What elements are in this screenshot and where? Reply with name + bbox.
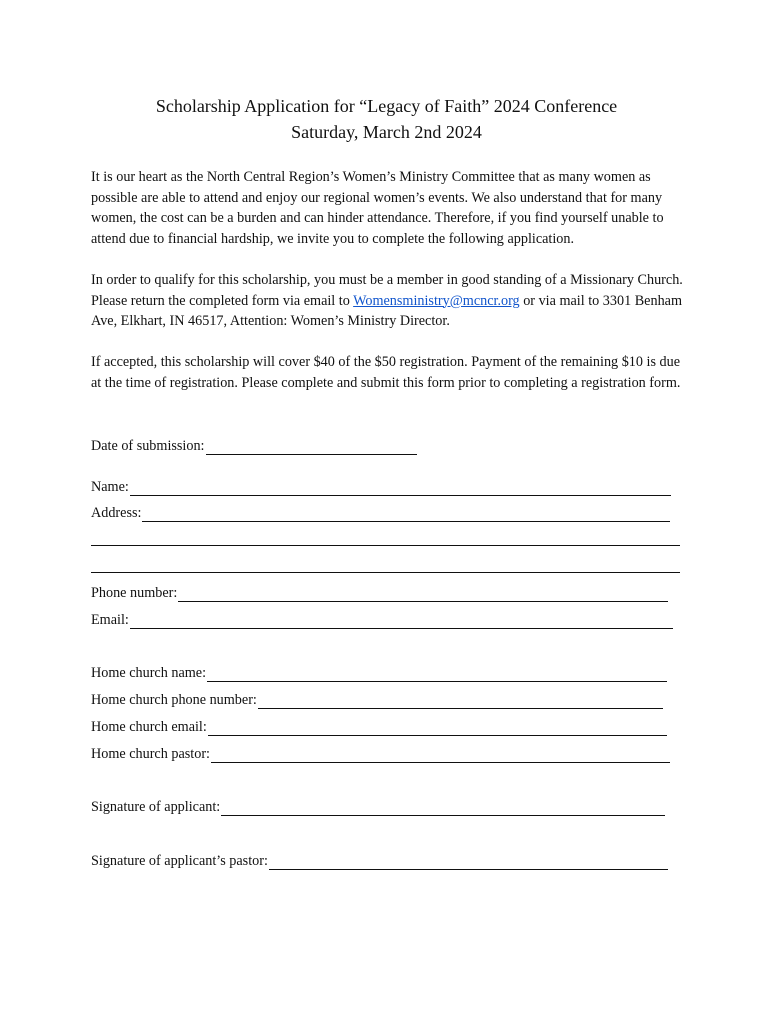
address-line-3-field[interactable] [91, 572, 680, 573]
home-church-name-field[interactable] [207, 667, 667, 682]
date-field-row [91, 437, 417, 455]
payment-paragraph: If accepted, this scholarship will cover $40 of the $50 registration. Payment of the remaining $10 is due at the time of registration. Please complete and submit this form prior to completing a registration form. [91, 354, 681, 391]
name-label: Name: [91, 479, 129, 495]
pastor-signature-field[interactable] [269, 855, 668, 870]
phone-number-label: Phone number: [91, 585, 178, 601]
applicant-signature-label: Signature of applicant: [91, 799, 221, 815]
date-of-submission-field[interactable] [206, 440, 417, 455]
document-subtitle-date: Saturday, March 2nd 2024 [291, 122, 482, 142]
church-pastor-field-row [91, 745, 670, 763]
phone-field-row [91, 584, 668, 602]
home-church-name-label: Home church name: [91, 665, 207, 681]
applicant-signature-field[interactable] [221, 801, 665, 816]
name-field-row [91, 478, 671, 496]
document-title: Scholarship Application for “Legacy of Faith” 2024 Conference [155, 96, 618, 116]
phone-number-field[interactable] [178, 587, 668, 602]
address-field-row [91, 504, 670, 522]
applicant-signature-field-row [91, 798, 665, 816]
intro-section [91, 167, 682, 394]
email-field[interactable] [130, 614, 673, 629]
home-church-phone-field[interactable] [258, 694, 663, 709]
home-church-email-field[interactable] [208, 721, 667, 736]
intro-paragraph: It is our heart as the North Central Region’s Women’s Ministry Committee that as many women as possible are able to attend and enjoy our regional women’s events. We also understand that for many women, the cost can be a burden and can hinder attendance. Therefore, if you find yourself unable to attend due to financial hardship, we invite you to complete the following application. [91, 169, 664, 247]
church-name-field-row [91, 664, 667, 682]
home-church-email-label: Home church email: [91, 719, 207, 735]
address-field[interactable] [142, 507, 670, 522]
contact-email-link[interactable]: Womensministry@mcncr.org [353, 292, 520, 309]
church-email-field-row [91, 718, 667, 736]
qualification-paragraph [91, 270, 685, 332]
qualification-text-after-email: or via mail to 3301 Benham Ave, Elkhart, IN 46517, Attention: Women’s Ministry Director. [91, 292, 682, 330]
address-line-2-field[interactable] [91, 545, 680, 546]
qualification-text-before-email: In order to qualify for this scholarship, you must be a member in good standing of a Missionary Church. Please return the completed form via email to [91, 271, 683, 309]
home-church-phone-label: Home church phone number: [91, 692, 257, 708]
email-field-row [91, 611, 673, 629]
email-label: Email: [91, 612, 129, 628]
address-label: Address: [91, 505, 142, 521]
church-phone-field-row [91, 691, 663, 709]
pastor-signature-field-row [91, 852, 668, 870]
name-field[interactable] [130, 481, 671, 496]
home-church-pastor-label: Home church pastor: [91, 746, 210, 762]
home-church-pastor-field[interactable] [211, 748, 670, 763]
pastor-signature-label: Signature of applicant’s pastor: [91, 853, 268, 869]
date-of-submission-label: Date of submission: [91, 438, 205, 454]
